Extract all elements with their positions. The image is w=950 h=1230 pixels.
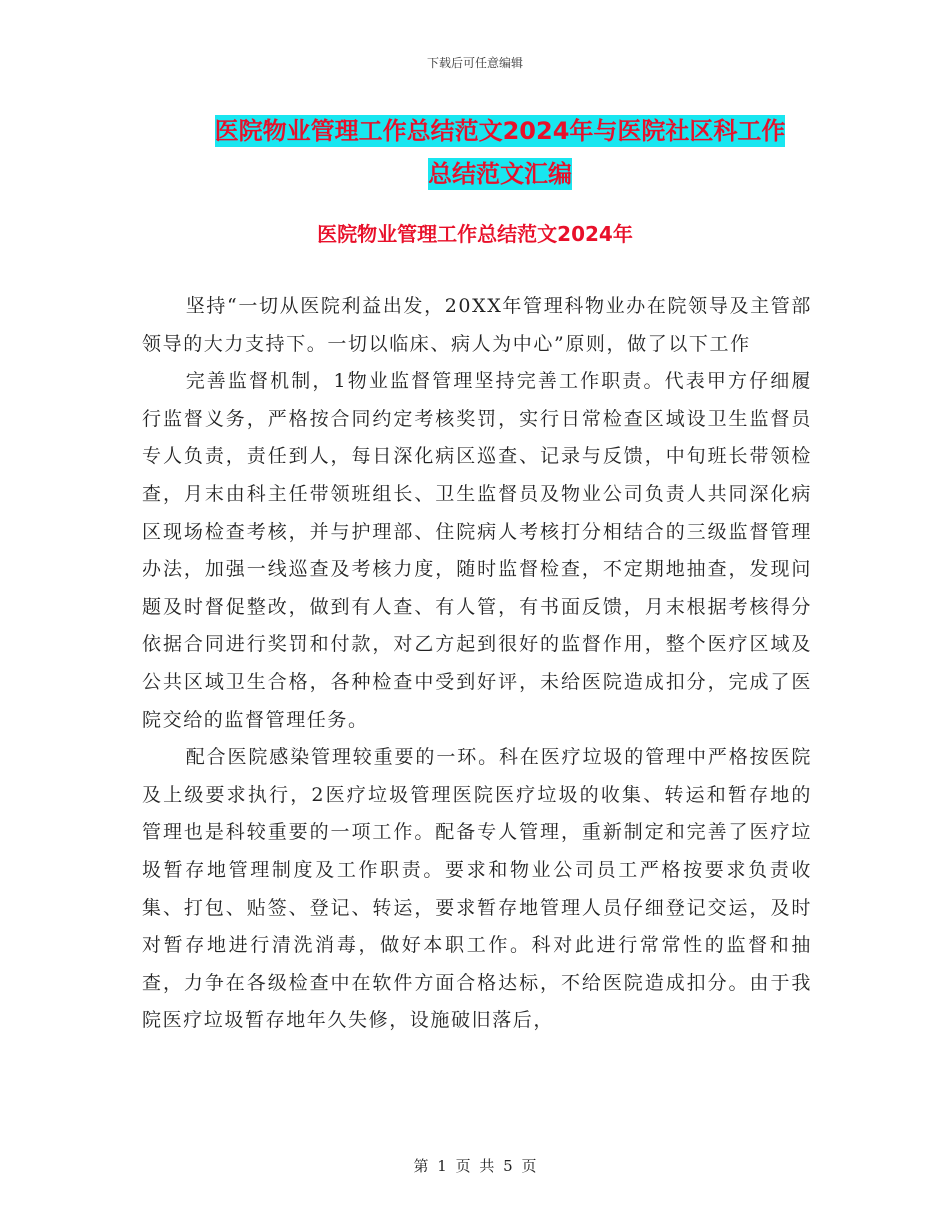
section-title: 医院物业管理工作总结范文2024年 <box>317 222 633 246</box>
page-footer: 第 1 页 共 5 页 <box>413 1157 537 1175</box>
body-text <box>142 288 812 1040</box>
paragraph: 配合医院感染管理较重要的一环。科在医疗垃圾的管理中严格按医院及上级要求执行，2医疗垃圾管理医院医疗垃圾的收集、转运和暂存地的管理也是科较重要的一项工作。配备专人管理，重新制定和完善了医疗垃圾暂存地管理制度及工作职责。要求和物业公司员工严格按要求负责收集、打包、贴签、登记、转运，要求暂存地管理人员仔细登记交运，及时对暂存地进行清洗消毒，做好本职工作。科对此进行常常性的监督和抽查，力争在各级检查中在软件方面合格达标，不给医院造成扣分。由于我院医疗垃圾暂存地年久失修，设施破旧落后， <box>142 746 812 1032</box>
document-title-line-2: 总结范文汇编 <box>428 160 572 188</box>
paragraph: 坚持“一切从医院利益出发，20XX年管理科物业办在院领导及主管部领导的大力支持下。一切以临床、病人为中心”原则，做了以下工作 <box>142 295 812 355</box>
document-title <box>140 110 860 196</box>
header-note: 下载后可任意编辑 <box>426 56 523 70</box>
paragraph: 完善监督机制，1物业监督管理坚持完善工作职责。代表甲方仔细履行监督义务，严格按合同约定考核奖罚，实行日常检查区域设卫生监督员专人负责，责任到人，每日深化病区巡查、记录与反馈，中旬班长带领检查，月末由科主任带领班组长、卫生监督员及物业公司负责人共同深化病区现场检查考核，并与护理部、住院病人考核打分相结合的三级监督管理办法，加强一线巡查及考核力度，随时监督检查，不定期地抽查，发现问题及时督促整改，做到有人查、有人管，有书面反馈，月末根据考核得分依据合同进行奖罚和付款，对乙方起到很好的监督作用，整个医疗区域及公共区域卫生合格，各种检查中受到好评，未给医院造成扣分，完成了医院交给的监督管理任务。 <box>142 370 812 731</box>
document-title-line-1: 医院物业管理工作总结范文2024年与医院社区科工作 <box>214 117 786 145</box>
